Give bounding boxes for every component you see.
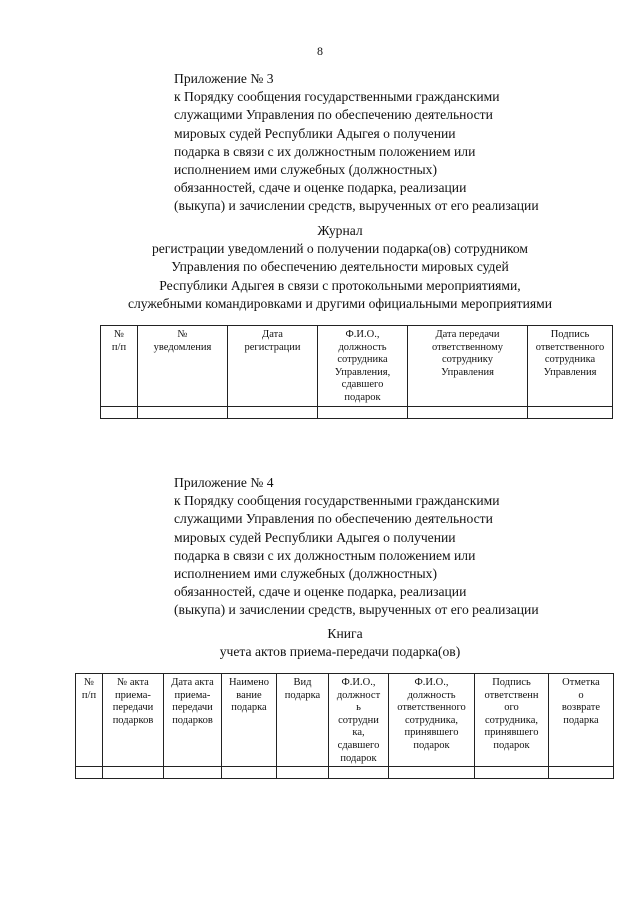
appendix-3-line: обязанностей, сдаче и оценке подарка, реализации: [174, 180, 467, 196]
page-number: 8: [317, 44, 323, 58]
appendix-3-title: Приложение № 3: [174, 71, 274, 86]
appendix-3-header: [174, 70, 614, 216]
book-header-row: [76, 674, 614, 767]
book-col-return-mark: Отметка о возврате подарка: [549, 674, 614, 767]
journal-col-signature: Подпись ответственного сотрудника Управления: [528, 326, 613, 407]
appendix-4-line: исполнением ими служебных (должностных): [174, 566, 437, 582]
journal-empty-row: [101, 406, 613, 418]
appendix-4-line: подарка в связи с их должностным положением или: [174, 547, 476, 563]
journal-header-row: [101, 326, 613, 407]
journal-subtitle-line: служебными командировками и другими официальными мероприятиями: [127, 295, 552, 311]
journal-subtitle-line: Управления по обеспечению деятельности мировых судей: [171, 259, 509, 275]
appendix-3-line: подарка в связи с их должностным положением или: [174, 143, 476, 159]
book-title-block: [0, 625, 640, 661]
journal-col-transfer-date: Дата передачи ответственному сотруднику Управления: [408, 326, 528, 407]
journal-subtitle-line: Республики Адыгея в связи с протокольными мероприятиями,: [159, 277, 521, 293]
book-col-gift-name: Наимено вание подарка: [222, 674, 277, 767]
journal-title-block: [0, 222, 640, 313]
book-subheading: учета актов приема-передачи подарка(ов): [219, 644, 461, 660]
appendix-4-line: к Порядку сообщения государственными гражданскими: [174, 493, 500, 509]
appendix-4-line: мировых судей Республики Адыгея о получении: [174, 529, 456, 545]
appendix-4-line: служащими Управления по обеспечению деятельности: [174, 511, 493, 527]
appendix-4-header: [174, 474, 614, 620]
book-col-responsible-employee: Ф.И.О., должность ответственного сотрудника, принявшего подарок: [389, 674, 475, 767]
appendix-4-line: обязанностей, сдаче и оценке подарка, реализации: [174, 584, 467, 600]
journal-subtitle-line: регистрации уведомлений о получении подарка(ов) сотрудником: [151, 241, 529, 257]
appendix-3-line: (выкупа) и зачислении средств, вырученных от его реализации: [174, 198, 539, 214]
journal-heading: Журнал: [317, 223, 363, 238]
book-empty-row: [76, 767, 614, 779]
book-col-number: № п/п: [76, 674, 103, 767]
appendix-4-line: (выкупа) и зачислении средств, вырученных от его реализации: [174, 602, 539, 618]
appendix-3-line: исполнением ими служебных (должностных): [174, 162, 437, 178]
journal-col-number: № п/п: [101, 326, 138, 407]
book-heading: Книга: [327, 626, 363, 641]
journal-col-notice-number: № уведомления: [138, 326, 228, 407]
book-col-act-date: Дата акта приема- передачи подарков: [164, 674, 222, 767]
book-table: [75, 673, 614, 779]
book-col-act-number: № акта приема- передачи подарков: [103, 674, 164, 767]
appendix-4-title: Приложение № 4: [174, 475, 274, 490]
appendix-3-line: мировых судей Республики Адыгея о получении: [174, 125, 456, 141]
journal-col-employee: Ф.И.О., должность сотрудника Управления, сдавшего подарок: [318, 326, 408, 407]
journal-table: [100, 325, 613, 419]
appendix-3-line: служащими Управления по обеспечению деятельности: [174, 107, 493, 123]
journal-col-registration-date: Дата регистрации: [228, 326, 318, 407]
appendix-3-line: к Порядку сообщения государственными гражданскими: [174, 89, 500, 105]
book-col-employee: Ф.И.О., должност ь сотрудни ка, сдавшего подарок: [329, 674, 389, 767]
book-col-signature: Подпись ответственн ого сотрудника, принявшего подарок: [475, 674, 549, 767]
book-col-gift-type: Вид подарка: [277, 674, 329, 767]
